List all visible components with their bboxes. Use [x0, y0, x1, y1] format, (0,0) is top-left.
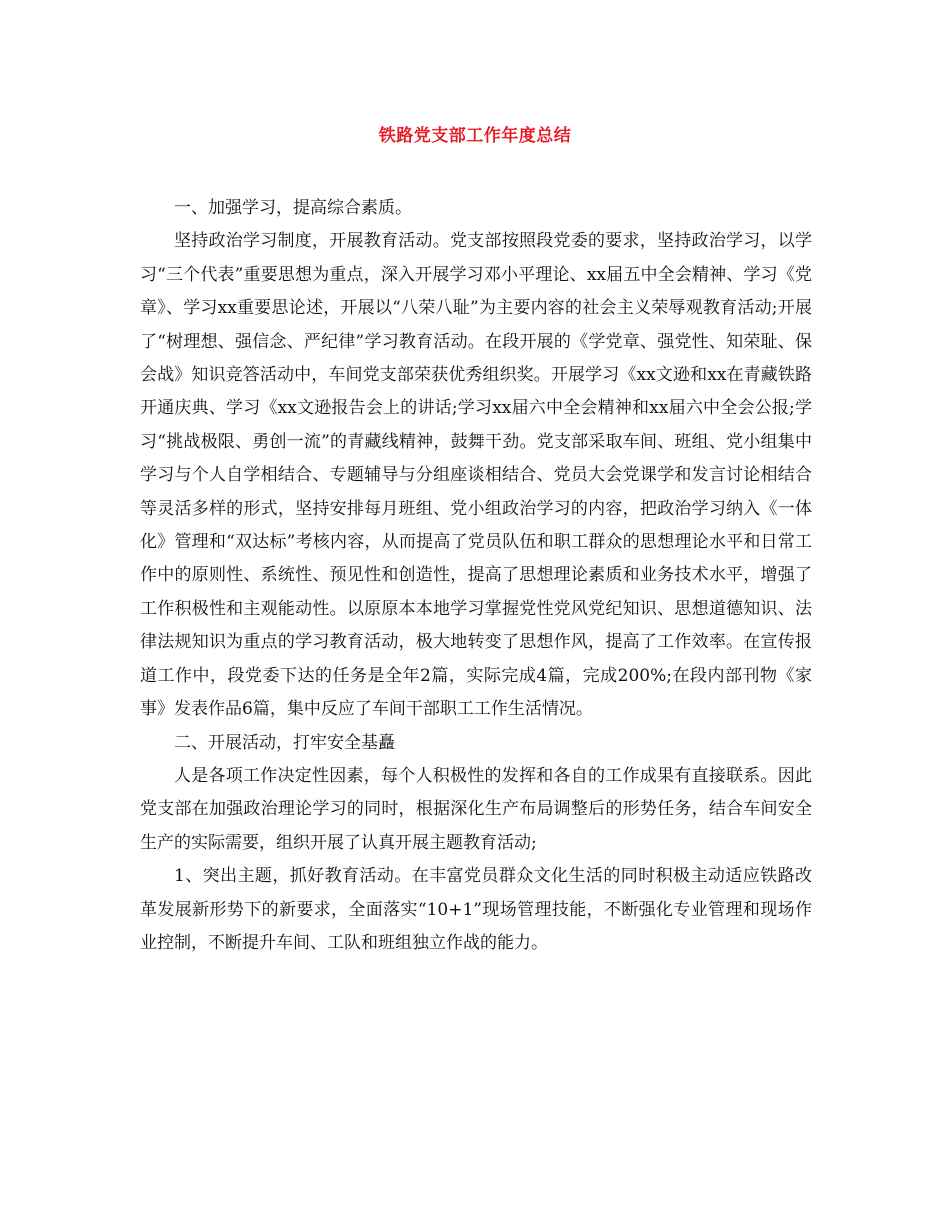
paragraph-activities: 人是各项工作决定性因素，每个人积极性的发挥和各自的工作成果有直接联系。因此党支部在加强政治理论学习的同时，根据深化生产布局调整后的形势任务，结合车间安全生产的实际需要，组织开展了认真开展主题教育活动;: [140, 765, 812, 853]
section-heading-2: 二、开展活动，打牢安全基矗: [174, 732, 395, 753]
paragraph-study: 坚持政治学习制度，开展教育活动。党支部按照段党委的要求，坚持政治学习，以学习“三个代表”重要思想为重点，深入开展学习邓小平理论、xx届五中全会精神、学习《党章》、学习xx重要思论述，开展以“八荣八耻”为主要内容的社会主义荣辱观教育活动;开展了“树理想、强信念、严纪律”学习教育活动。在段开展的《学党章、强党性、知荣耻、保会战》知识竞答活动中，车间党支部荣获优秀组织奖。开展学习《xx文逊和xx在青藏铁路开通庆典、学习《xx文逊报告会上的讲话;学习xx届六中全会精神和xx届六中全会公报;学习“挑战极限、勇创一流”的青藏线精神，鼓舞干劲。党支部采取车间、班组、党小组集中学习与个人自学相结合、专题辅导与分组座谈相结合、党员大会党课学和发言讨论相结合等灵活多样的形式，坚持安排每月班组、党小组政治学习的内容，把政治学习纳入《一体化》管理和“双达标”考核内容，从而提高了党员队伍和职工群众的思想理论水平和日常工作中的原则性、系统性、预见性和创造性，提高了思想理论素质和业务技术水平，增强了工作积极性和主观能动性。以原原本本地学习掌握党性党风党纪知识、思想道德知识、法律法规知识为重点的学习教育活动，极大地转变了思想作风，提高了工作效率。在宣传报道工作中，段党委下达的任务是全年2篇，实际完成4篇，完成200%;在段内部刊物《家事》发表作品6篇，集中反应了车间干部职工工作生活情况。: [140, 231, 812, 720]
document-body: [140, 192, 812, 960]
section-heading-1: 一、加强学习，提高综合素质。: [174, 198, 412, 218]
document-title: 铁路党支部工作年度总结: [378, 126, 572, 146]
paragraph-theme-education: 1、突出主题，抓好教育活动。在丰富党员群众文化生活的同时积极主动适应铁路改革发展新形势下的新要求，全面落实“10+1”现场管理技能，不断强化专业管理和现场作业控制，不断提升车间、工队和班组独立作战的能力。: [140, 866, 812, 953]
